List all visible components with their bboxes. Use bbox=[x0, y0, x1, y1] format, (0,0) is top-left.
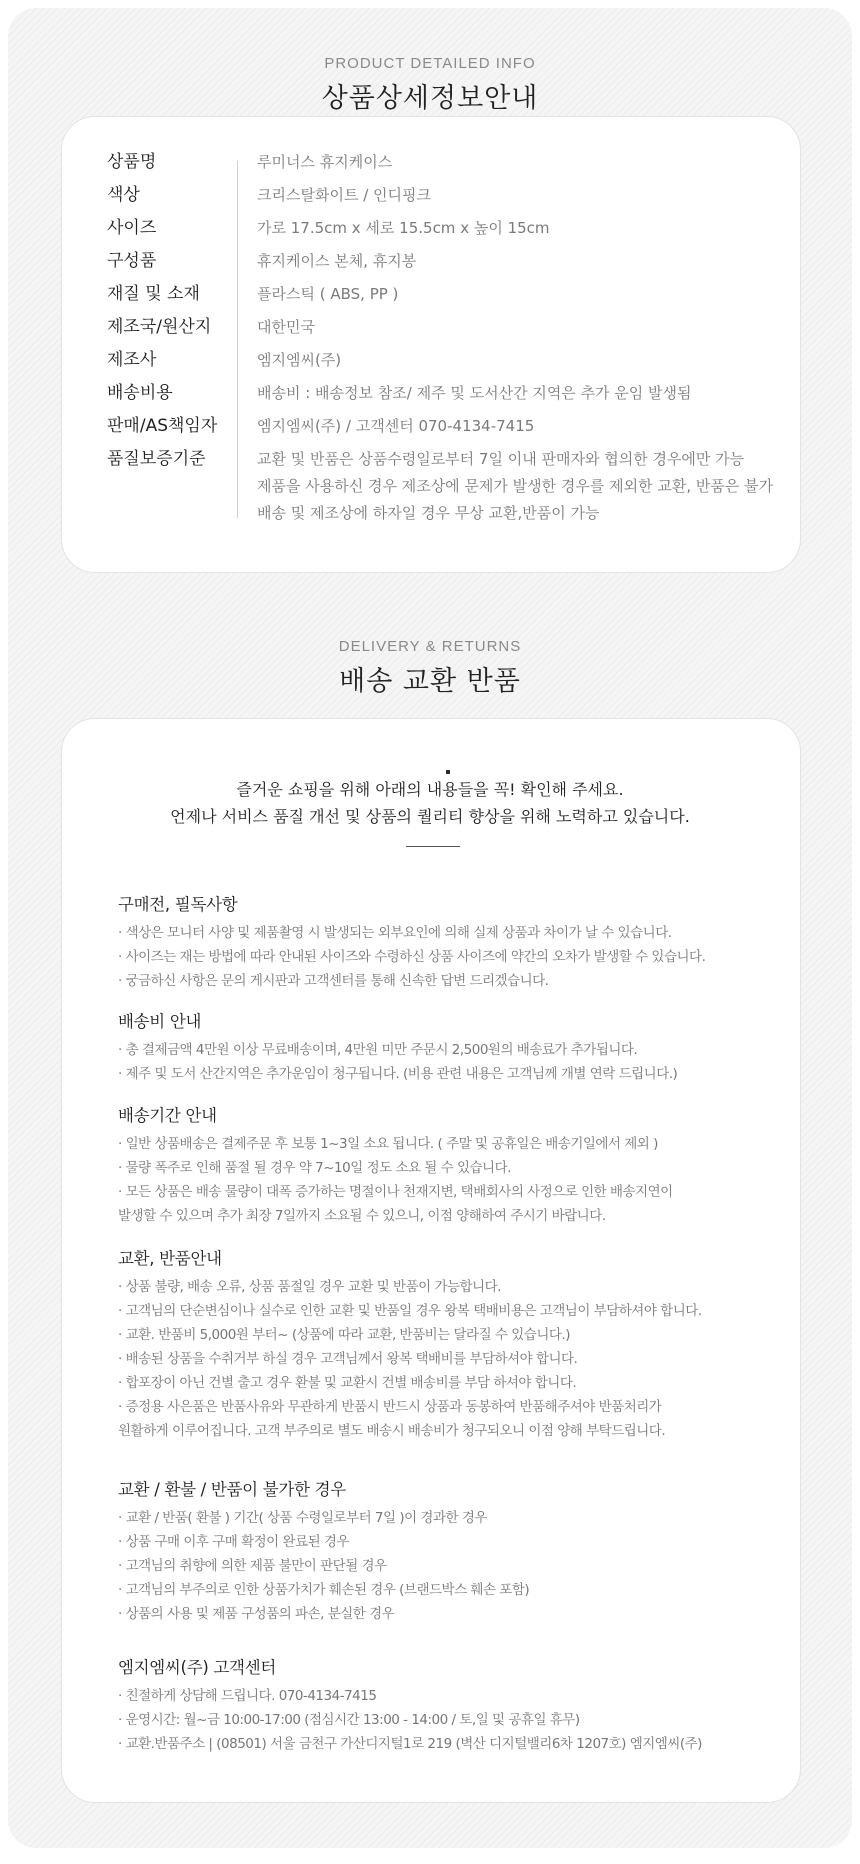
block-line: · 일반 상품배송은 결제주문 후 보통 1~3일 소요 됩니다. ( 주말 및 공휴일은 배송기일에서 제외 ) bbox=[118, 1136, 658, 1152]
info-label: 재질 및 소재 bbox=[107, 284, 200, 304]
info-value: 휴지케이스 본체, 휴지봉 bbox=[257, 252, 417, 270]
info-label: 구성품 bbox=[107, 251, 157, 271]
delivery-intro bbox=[8, 776, 852, 830]
block-line: · 사이즈는 재는 방법에 따라 안내된 사이즈와 수령하신 상품 사이즈에 약간의 오차가 발생할 수 있습니다. bbox=[118, 949, 706, 965]
block-line: · 교환.반품주소 | (08501) 서울 금천구 가산디지털1로 219 (벽산 디지털밸리6차 1207호) 엠지엠씨(주) bbox=[118, 1736, 702, 1752]
block-line: · 제주 및 도서 산간지역은 추가운임이 청구됩니다. (비용 관련 내용은 고객님께 개별 연락 드립니다.) bbox=[118, 1066, 678, 1082]
info-value-line: 제품을 사용하신 경우 제조상에 문제가 발생한 경우를 제외한 교환, 반품은 불가 bbox=[257, 477, 774, 495]
notice-block-shipping-fee bbox=[118, 1009, 758, 1086]
notice-block-customer-center bbox=[118, 1655, 758, 1756]
block-line: · 합포장이 아닌 건별 출고 경우 환불 및 교환시 건별 배송비를 부담 하셔야 합니다. bbox=[118, 1375, 577, 1391]
info-label: 품질보증기준 bbox=[107, 449, 206, 469]
info-value: 엠지엠씨(주) / 고객센터 070-4134-7415 bbox=[257, 417, 535, 435]
block-line: · 친절하게 상담해 드립니다. 070-4134-7415 bbox=[118, 1688, 377, 1704]
block-line: · 모든 상품은 배송 물량이 대폭 증가하는 명절이나 천재지변, 택배회사의 사정으로 인한 배송지연이 bbox=[118, 1184, 673, 1200]
info-label: 색상 bbox=[107, 185, 140, 205]
info-value-multiline bbox=[257, 446, 777, 527]
product-info-card bbox=[61, 116, 801, 573]
block-line: · 고객님의 취향에 의한 제품 불만이 판단될 경우 bbox=[118, 1558, 387, 1574]
block-title: 교환 / 환불 / 반품이 불가한 경우 bbox=[118, 1480, 346, 1499]
info-label: 사이즈 bbox=[107, 218, 157, 238]
block-line: · 총 결제금액 4만원 이상 무료배송이며, 4만원 미만 주문시 2,500원의 배송료가 추가됩니다. bbox=[118, 1042, 638, 1058]
info-label: 상품명 bbox=[107, 152, 157, 172]
delivery-eyebrow: DELIVERY & RETURNS bbox=[338, 638, 522, 655]
info-table-divider bbox=[237, 161, 238, 518]
block-line: · 고객님의 부주의로 인한 상품가치가 훼손된 경우 (브랜드박스 훼손 포함) bbox=[118, 1582, 530, 1598]
notice-block-shipping-period bbox=[118, 1103, 758, 1228]
block-title: 교환, 반품안내 bbox=[118, 1249, 222, 1268]
info-value-line: 배송 및 제조상에 하자일 경우 무상 교환,반품이 가능 bbox=[257, 504, 600, 522]
block-line: · 색상은 모니터 사양 및 제품촬영 시 발생되는 외부요인에 의해 실제 상품과 차이가 날 수 있습니다. bbox=[118, 925, 672, 941]
info-value: 플라스틱 ( ABS, PP ) bbox=[257, 285, 399, 303]
intro-line: 즐거운 쇼핑을 위해 아래의 내용들을 꼭! 확인해 주세요. bbox=[236, 780, 624, 799]
info-value: 엠지엠씨(주) bbox=[257, 351, 342, 369]
product-info-eyebrow: PRODUCT DETAILED INFO bbox=[324, 55, 536, 72]
intro-line: 언제나 서비스 품질 개선 및 상품의 퀄리티 향상을 위해 노력하고 있습니다. bbox=[170, 807, 690, 826]
detail-page bbox=[8, 8, 852, 1848]
block-line: · 상품 구매 이후 구매 확정이 완료된 경우 bbox=[118, 1534, 349, 1550]
info-value: 대한민국 bbox=[257, 318, 315, 336]
info-value-line: 교환 및 반품은 상품수령일로부터 7일 이내 판매자와 협의한 경우에만 가능 bbox=[257, 450, 745, 468]
info-value: 가로 17.5cm x 세로 15.5cm x 높이 15cm bbox=[257, 219, 550, 237]
block-line: · 상품의 사용 및 제품 구성품의 파손, 분실한 경우 bbox=[118, 1606, 395, 1622]
block-line: · 증정용 사은품은 반품사유와 무관하게 반품시 반드시 상품과 동봉하여 반품해주셔야 반품처리가 bbox=[118, 1399, 662, 1415]
block-line: · 물량 폭주로 인해 품절 될 경우 약 7~10일 정도 소요 될 수 있습니다. bbox=[118, 1160, 511, 1176]
product-info-title: 상품상세정보안내 bbox=[321, 83, 539, 114]
block-line: 원활하게 이루어집니다. 고객 부주의로 별도 배송시 배송비가 청구되오니 이점 양해 부탁드립니다. bbox=[118, 1423, 666, 1439]
delivery-header bbox=[8, 638, 852, 698]
product-info-header bbox=[8, 55, 852, 115]
block-line: · 상품 불량, 배송 오류, 상품 품절일 경우 교환 및 반품이 가능합니다. bbox=[118, 1279, 501, 1295]
info-label: 배송비용 bbox=[107, 383, 173, 403]
block-line: 발생할 수 있으며 추가 최장 7일까지 소요될 수 있으니, 이점 양해하여 주시기 바랍니다. bbox=[118, 1208, 606, 1224]
block-title: 배송비 안내 bbox=[118, 1012, 202, 1031]
block-line: · 궁금하신 사항은 문의 게시판과 고객센터를 통해 신속한 답변 드리겠습니다. bbox=[118, 973, 549, 989]
info-value: 크리스탈화이트 / 인디핑크 bbox=[257, 186, 431, 204]
delivery-title: 배송 교환 반품 bbox=[339, 666, 521, 697]
block-line: · 배송된 상품을 수취거부 하실 경우 고객님께서 왕복 택배비를 부담하셔야 합니다. bbox=[118, 1351, 578, 1367]
block-line: · 교환 / 반품( 환불 ) 기간( 상품 수령일로부터 7일 )이 경과한 경우 bbox=[118, 1510, 487, 1526]
notice-block-before-purchase bbox=[118, 892, 758, 993]
info-label: 제조사 bbox=[107, 350, 157, 370]
block-line: · 운영시간: 월~금 10:00-17:00 (점심시간 13:00 - 14:00 / 토,일 및 공휴일 휴무) bbox=[118, 1712, 580, 1728]
info-label: 판매/AS책임자 bbox=[107, 416, 218, 436]
info-value: 배송비 : 배송정보 참조/ 제주 및 도서산간 지역은 추가 운임 발생됨 bbox=[257, 384, 692, 402]
block-line: · 교환. 반품비 5,000원 부터~ (상품에 따라 교환, 반품비는 달라질 수 있습니다.) bbox=[118, 1327, 570, 1343]
notice-block-exchange-return bbox=[118, 1246, 758, 1443]
notice-dot-icon bbox=[446, 770, 450, 774]
intro-divider bbox=[406, 846, 460, 847]
notice-block-non-returnable bbox=[118, 1477, 758, 1626]
block-title: 배송기간 안내 bbox=[118, 1106, 217, 1125]
info-value: 루미너스 휴지케이스 bbox=[257, 153, 393, 171]
block-title: 구매전, 필독사항 bbox=[118, 895, 238, 914]
block-line: · 고객님의 단순변심이나 실수로 인한 교환 및 반품일 경우 왕복 택배비용은 고객님이 부담하셔야 합니다. bbox=[118, 1303, 702, 1319]
block-title: 엠지엠씨(주) 고객센터 bbox=[118, 1658, 276, 1677]
info-label: 제조국/원산지 bbox=[107, 317, 212, 337]
